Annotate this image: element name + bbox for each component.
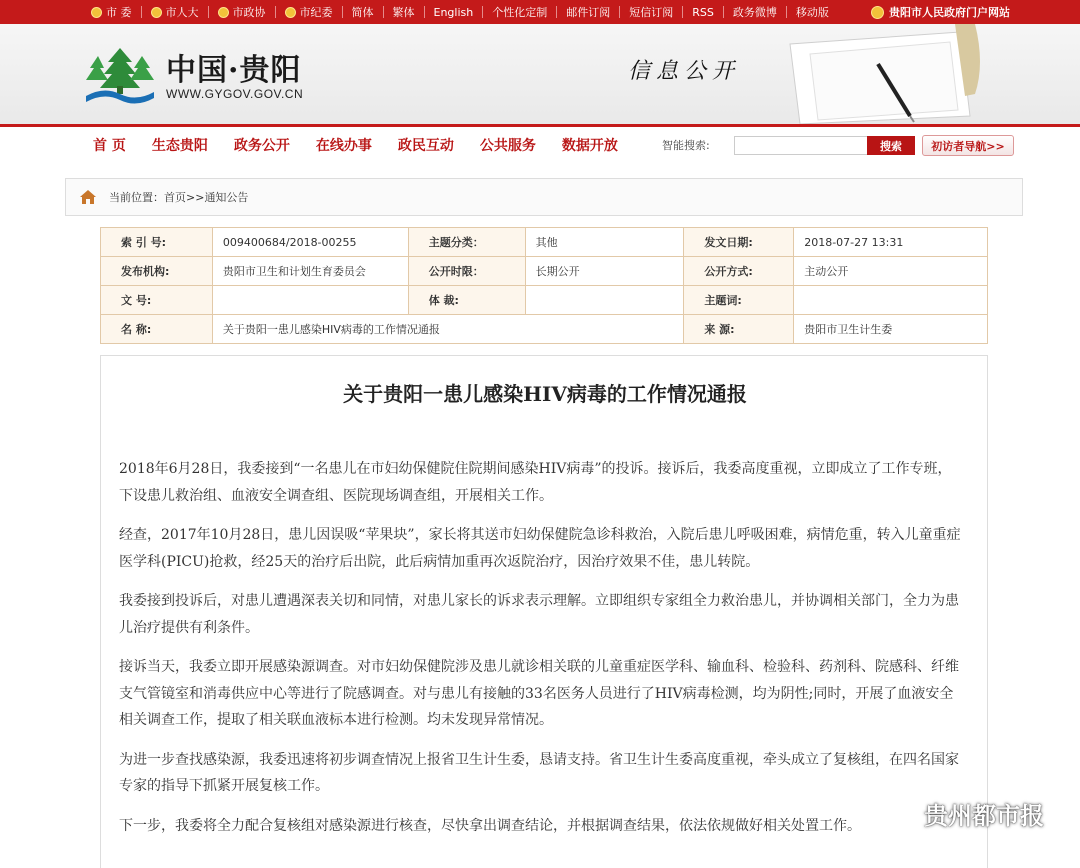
- meta-row: [101, 286, 988, 315]
- meta-label: 发文日期:: [684, 228, 794, 257]
- breadcrumb-home-link[interactable]: 首页: [164, 191, 186, 204]
- meta-value: [794, 286, 988, 315]
- meta-value: [212, 286, 408, 315]
- emblem-icon: [285, 7, 296, 18]
- site-name: 中国·贵阳: [166, 53, 302, 88]
- meta-value: 贵阳市卫生和计划生育委员会: [212, 257, 408, 286]
- meta-label: 发布机构:: [101, 257, 213, 286]
- watermark: [884, 796, 1044, 831]
- breadcrumb: [65, 178, 1023, 216]
- search-label: 智能搜索:: [662, 139, 710, 152]
- top-link[interactable]: [557, 0, 619, 24]
- emblem-icon: [218, 7, 229, 18]
- top-link-label: 市人大: [165, 6, 199, 19]
- meta-label: 公开时限：: [408, 257, 525, 286]
- national-emblem-icon: [871, 6, 884, 19]
- meta-label: 来 源:: [684, 315, 794, 344]
- article-paragraph: 我委接到投诉后，对患儿遭遇深表关切和同情，对患儿家长的诉求表示理解。立即组织专家组全力救治患儿，并协调相关部门，全力为患儿治疗提供有利条件。: [119, 593, 959, 636]
- top-link-label: 个性化定制: [492, 6, 548, 19]
- emblem-icon: [91, 7, 102, 18]
- meta-row: [101, 228, 988, 257]
- nav-menu: [80, 127, 631, 163]
- top-link-label: 市政协: [232, 6, 266, 19]
- nav-item[interactable]: 数据开放: [561, 138, 618, 154]
- portal-link[interactable]: [871, 0, 1010, 24]
- top-link-label: 市 委: [106, 6, 132, 19]
- top-link[interactable]: [787, 0, 838, 24]
- top-link[interactable]: [683, 0, 723, 24]
- home-icon: [79, 189, 97, 205]
- top-link-label: 市纪委: [299, 6, 333, 19]
- search-input[interactable]: [734, 136, 868, 155]
- article-container: [100, 355, 988, 868]
- top-link[interactable]: [276, 0, 342, 24]
- top-link-label: 简体: [351, 6, 374, 19]
- top-utility-bar: [0, 0, 1080, 24]
- meta-value-title: 关于贵阳一患儿感染HIV病毒的工作情况通报: [212, 315, 683, 344]
- top-link[interactable]: [384, 0, 424, 24]
- nav-item[interactable]: 公共服务: [479, 138, 536, 154]
- top-link-label: English: [433, 5, 474, 19]
- nav-item[interactable]: 在线办事: [315, 138, 372, 154]
- meta-label: 索 引 号:: [101, 228, 213, 257]
- meta-label: 名 称:: [101, 315, 213, 344]
- meta-value: 009400684/2018-00255: [212, 228, 408, 257]
- article-title: 关于贵阳一患儿感染HIV病毒的工作情况通报: [343, 382, 747, 406]
- meta-value: 其他: [525, 228, 684, 257]
- article-paragraph: 为进一步查找感染源，我委迅速将初步调查情况上报省卫生计生委，恳请支持。省卫生计生委高度重视，牵头成立了复核组，在四名国家专家的指导下抓紧开展复核工作。: [119, 751, 959, 794]
- breadcrumb-separator: >>: [186, 190, 205, 204]
- nav-item[interactable]: 首 页: [93, 138, 126, 154]
- meta-value: 主动公开: [794, 257, 988, 286]
- meta-label: 公开方式:: [684, 257, 794, 286]
- wechat-icon: [884, 801, 916, 827]
- top-link[interactable]: [483, 0, 556, 24]
- site-logo-icon[interactable]: [84, 46, 156, 106]
- meta-label: 主题分类：: [408, 228, 525, 257]
- main-nav: [0, 127, 1080, 165]
- info-disclosure-banner: 信息公开: [628, 59, 741, 84]
- top-link-label: RSS: [692, 5, 714, 19]
- article-paragraph: 接诉当天，我委立即开展感染源调查。对市妇幼保健院涉及患儿就诊相关联的儿童重症医学科、输血科、检验科、药剂科、院感科、纤维支气管镜室和消毒供应中心等进行了院感调查。对与患儿有接触的33名医务人员进行了HIV病毒检测，均为阴性;同时，开展了血液安全相关调查工作，提取了相关联血液标本进行检测。均未发现异常情况。: [119, 659, 959, 728]
- top-link-label: 短信订阅: [629, 6, 674, 19]
- top-link[interactable]: [142, 0, 208, 24]
- top-link[interactable]: [425, 0, 483, 24]
- top-link-label: 邮件订阅: [566, 6, 611, 19]
- top-link[interactable]: [82, 0, 141, 24]
- emblem-icon: [151, 7, 162, 18]
- top-links: [82, 0, 838, 24]
- article-paragraph: 经查，2017年10月28日，患儿因误吸“苹果块”，家长将其送市妇幼保健院急诊科救治，入院后患儿呼吸困难，病情危重，转入儿童重症医学科(PICU)抢救，经25天的治疗后出院，此后病情加重再次返院治疗，因治疗效果不佳，患儿转院。: [119, 527, 961, 570]
- breadcrumb-prefix: 当前位置：: [109, 191, 164, 204]
- meta-label: 文 号:: [101, 286, 213, 315]
- visitor-guide-button[interactable]: 初访者导航>>: [922, 135, 1014, 156]
- paper-pen-illustration: [760, 24, 1000, 124]
- breadcrumb-current[interactable]: 通知公告: [204, 191, 249, 204]
- meta-label: 体 裁:: [408, 286, 525, 315]
- top-link-label: 移动版: [795, 6, 829, 19]
- top-link[interactable]: [620, 0, 682, 24]
- top-link[interactable]: [209, 0, 275, 24]
- meta-value-source: 贵阳市卫生计生委: [794, 315, 988, 344]
- search-button[interactable]: 搜索: [867, 136, 915, 155]
- meta-row-name: [101, 315, 988, 344]
- top-link-label: 政务微博: [732, 6, 777, 19]
- nav-item[interactable]: 生态贵阳: [151, 138, 208, 154]
- meta-value: 2018-07-27 13:31: [794, 228, 988, 257]
- document-metadata-table: [100, 227, 988, 344]
- meta-label: 主题词:: [684, 286, 794, 315]
- top-link[interactable]: [724, 0, 786, 24]
- top-link-label: 繁体: [392, 6, 415, 19]
- portal-label: 贵阳市人民政府门户网站: [889, 6, 1010, 19]
- article-paragraph: 2018年6月28日，我委接到“一名患儿在市妇幼保健院住院期间感染HIV病毒”的投诉。接诉后，我委高度重视，立即成立了工作专班，下设患儿救治组、血液安全调查组、医院现场调查组，开展相关工作。: [119, 461, 952, 504]
- meta-row: [101, 257, 988, 286]
- meta-value: [525, 286, 684, 315]
- site-url: WWW.GYGOV.GOV.CN: [166, 87, 304, 101]
- nav-item[interactable]: 政务公开: [233, 138, 290, 154]
- site-header: [0, 24, 1080, 124]
- meta-value: 长期公开: [525, 257, 684, 286]
- top-link[interactable]: [343, 0, 383, 24]
- watermark-text: 贵州都市报: [924, 802, 1044, 830]
- article-paragraph: 下一步，我委将全力配合复核组对感染源进行核查，尽快拿出调查结论，并根据调查结果，依法依规做好相关处置工作。: [119, 817, 861, 834]
- nav-item[interactable]: 政民互动: [397, 138, 454, 154]
- article-body: [119, 456, 964, 852]
